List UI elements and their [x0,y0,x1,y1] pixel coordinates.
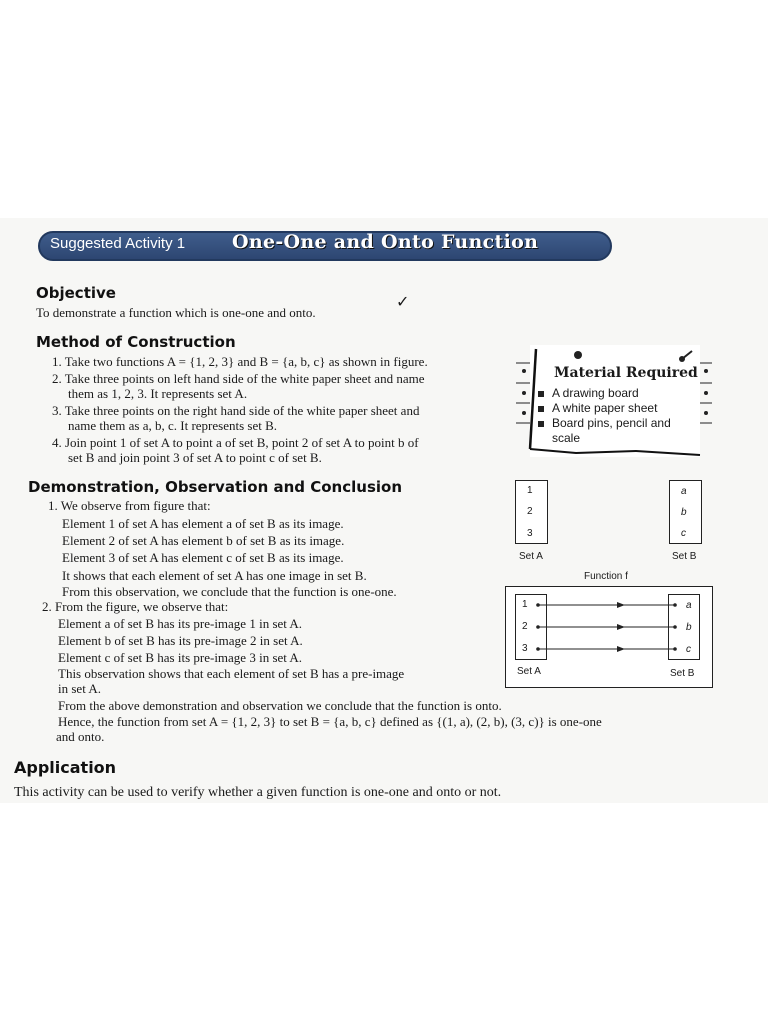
method-heading: Method of Construction [36,333,236,351]
method-line: 4. Join point 1 of set A to point a of set B, point 2 of set A to point b of [52,435,419,450]
objective-text: To demonstrate a function which is one-one and onto. [36,305,316,320]
method-line: 3. Take three points on the right hand side of the white paper sheet and [52,403,420,418]
mapping-b-element: c [686,644,691,655]
method-line: 2. Take three points on left hand side of the white paper sheet and name [52,371,425,386]
banner-prefix: Suggested Activity 1 [50,235,186,252]
application-text: This activity can be used to verify whether a given function is one-one and onto or not. [14,785,502,800]
bullet-icon [538,421,544,427]
demo-line: This observation shows that each element of set B has a pre-image [58,666,405,681]
demo-line: 1. We observe from figure that: [48,498,211,513]
set-a-element: 1 [527,485,533,496]
material-item: scale [552,431,581,445]
material-item: A drawing board [538,386,639,400]
set-a-element: 3 [527,528,533,539]
set-b-label: Set B [672,551,697,562]
demo-line: and onto. [56,729,105,744]
check-mark: ✓ [396,294,410,311]
material-title: Material Required [554,365,698,381]
objective-heading: Objective [36,284,116,302]
demo-line: Hence, the function from set A = {1, 2, 3} to set B = {a, b, c} defined as {(1, a), (2, b), (3, c)} is one-one [58,714,602,729]
demo-line: 2. From the figure, we observe that: [42,599,229,614]
demo-line: Element b of set B has its pre-image 2 in set A. [58,633,303,648]
method-line: set B and join point 3 of set A to point c of set B. [68,450,322,465]
demo-line: From this observation, we conclude that the function is one-one. [62,584,397,599]
set-b-element: b [681,507,687,518]
mapping-a-element: 2 [522,621,528,632]
background-top [0,0,768,218]
application-heading: Application [14,758,117,777]
method-line: 1. Take two functions A = {1, 2, 3} and B = {a, b, c} as shown in figure. [52,354,428,369]
function-label: Function f [584,571,628,582]
demo-line: in set A. [58,681,101,696]
set-b-element: c [681,528,686,539]
mapping-b-element: a [686,600,692,611]
mapping-set-b-label: Set B [670,668,695,679]
bullet-icon [538,406,544,412]
bullet-icon [538,391,544,397]
set-b-element: a [681,486,687,497]
demo-heading: Demonstration, Observation and Conclusion [28,478,402,496]
material-item: Board pins, pencil and [538,416,671,430]
demo-line: Element 3 of set A has element c of set B as its image. [62,550,344,565]
background-bottom [0,803,768,1024]
material-item: A white paper sheet [538,401,657,415]
set-a-element: 2 [527,506,533,517]
mapping-a-element: 1 [522,599,528,610]
demo-line: Element a of set B has its pre-image 1 in set A. [58,616,303,631]
demo-line: From the above demonstration and observation we conclude that the function is onto. [58,698,502,713]
method-line: them as 1, 2, 3. It represents set A. [68,386,248,401]
demo-line: It shows that each element of set A has one image in set B. [62,568,367,583]
method-line: name them as a, b, c. It represents set B. [68,418,278,433]
mapping-set-a-label: Set A [517,666,541,677]
mapping-b-element: b [686,622,692,633]
demo-line: Element 2 of set A has element b of set B as its image. [62,533,345,548]
banner-title: One-One and Onto Function [232,231,539,253]
demo-line: Element 1 of set A has element a of set B as its image. [62,516,344,531]
demo-line: Element c of set B has its pre-image 3 in set A. [58,650,303,665]
mapping-a-element: 3 [522,643,528,654]
set-a-label: Set A [519,551,543,562]
